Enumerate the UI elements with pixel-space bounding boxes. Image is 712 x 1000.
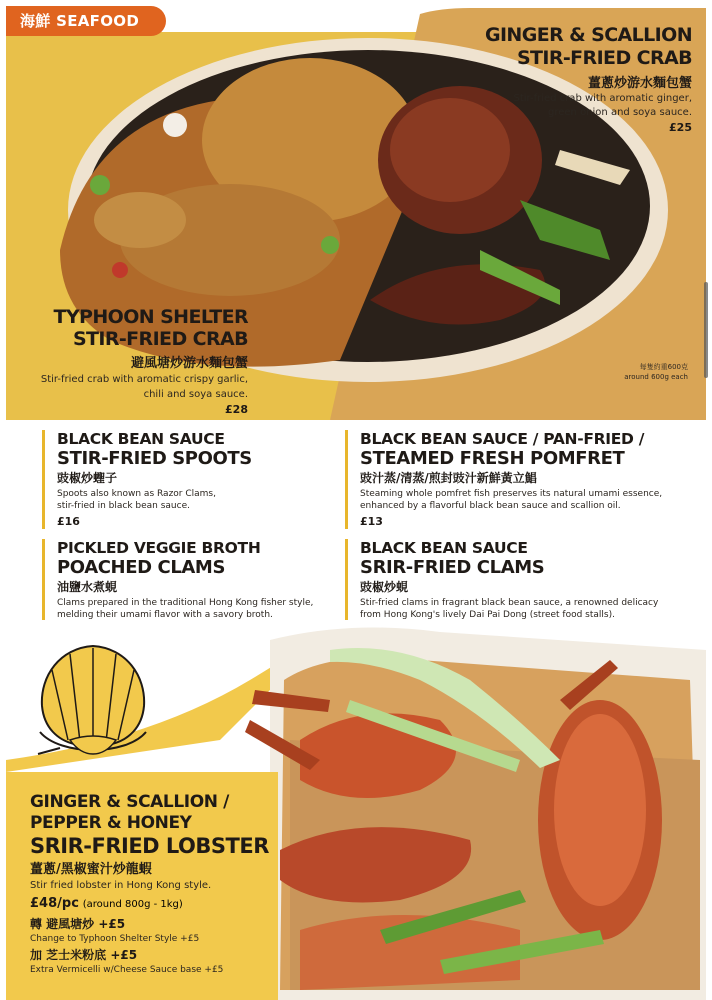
dish-chinese-name: 豉汁蒸/清蒸/煎封豉汁新鮮黃立鯧: [360, 471, 537, 485]
dish-ginger-scallion-crab: [432, 24, 692, 134]
dish-description: Steaming whole pomfret fish preserves its natural umami essence,: [360, 489, 663, 499]
dish-description: Stir fried lobster in Hong Kong style.: [30, 880, 212, 891]
dish-title: PEPPER & HONEY: [30, 813, 192, 833]
dish-price: £13: [360, 515, 383, 528]
price-note: (around 800g - 1kg): [82, 899, 183, 910]
dish-description: Spoots also known as Razor Clams,: [57, 489, 216, 499]
dish-price: £48/pc: [30, 896, 79, 911]
dish-chinese-name: 豉椒炒蜆: [360, 580, 409, 594]
option-vermicelli-english: Extra Vermicelli w/Cheese Sauce base +£5: [30, 965, 224, 975]
dish-title: SRIR-FRIED CLAMS: [360, 557, 545, 578]
dish-description: enhanced by a flavorful black bean sauce and scallion oil.: [360, 501, 621, 511]
dish-pomfret: [345, 430, 695, 529]
dish-chinese-name: 油鹽水煮蜆: [57, 580, 118, 594]
dish-title: GINGER & SCALLION: [484, 24, 692, 46]
weight-note: [624, 362, 688, 382]
section-tag-seafood: 海鮮 SEAFOOD: [6, 6, 166, 36]
dish-title: BLACK BEAN SAUCE: [57, 430, 225, 448]
dish-title: PICKLED VEGGIE BROTH: [57, 539, 261, 557]
dish-description: chili and soya sauce.: [143, 389, 248, 400]
dish-title: STIR-FRIED CRAB: [72, 328, 248, 350]
weight-note-english: around 600g each: [624, 373, 688, 381]
dish-chinese-name: 薑蔥/黑椒蜜汁炒龍蝦: [30, 862, 152, 877]
dish-chinese-name: 避風塘炒游水麵包蟹: [130, 356, 248, 371]
dish-title: SRIR-FRIED LOBSTER: [30, 834, 269, 858]
dish-title: BLACK BEAN SAUCE: [360, 539, 528, 557]
dish-title: STEAMED FRESH POMFRET: [360, 448, 625, 469]
dish-price: £28: [225, 403, 248, 416]
dish-title: GINGER & SCALLION /: [30, 792, 229, 812]
dish-description: green onion and soya sauce.: [548, 107, 692, 118]
lobster-price-line: [30, 894, 280, 914]
dish-typhoon-shelter-crab: [14, 306, 248, 416]
dish-description: Stir-fried clams in fragrant black bean sauce, a renowned delicacy: [360, 598, 659, 608]
dish-description: Clams prepared in the traditional Hong Kong fisher style,: [57, 598, 314, 608]
scallop-shell-icon: [30, 636, 156, 766]
dish-chinese-name: 豉椒炒蟶子: [57, 471, 118, 485]
dish-title: POACHED CLAMS: [57, 557, 226, 578]
dish-description: Stir-fried crab with aromatic crispy garlic,: [40, 374, 248, 385]
dish-description: Stir-fried crab with aromatic ginger,: [513, 93, 692, 104]
dish-price: £16: [57, 515, 80, 528]
dish-description: melding their umami flavor with a savory broth.: [57, 610, 273, 620]
dish-description: stir-fried in black bean sauce.: [57, 501, 190, 511]
option-typhoon-english: Change to Typhoon Shelter Style +£5: [30, 934, 200, 944]
dish-title: BLACK BEAN SAUCE / PAN-FRIED /: [360, 430, 645, 448]
dish-description: from Hong Kong's lively Dai Pai Dong (street food stalls).: [360, 610, 615, 620]
option-vermicelli-chinese: 加 芝士米粉底 +£5: [30, 948, 138, 962]
dish-black-bean-spoots: [42, 430, 332, 529]
scrollbar[interactable]: [704, 282, 708, 378]
dish-chinese-name: 薑蔥炒游水麵包蟹: [587, 76, 692, 91]
dish-title: TYPHOON SHELTER: [53, 306, 248, 328]
dish-title: STIR-FRIED SPOOTS: [57, 448, 252, 469]
weight-note-chinese: 每隻約重600克: [639, 363, 688, 371]
dish-lobster: [30, 792, 280, 976]
option-typhoon-chinese: 轉 避風塘炒 +£5: [30, 917, 126, 931]
dish-price: £25: [669, 121, 692, 134]
dish-title: STIR-FRIED CRAB: [516, 47, 692, 69]
